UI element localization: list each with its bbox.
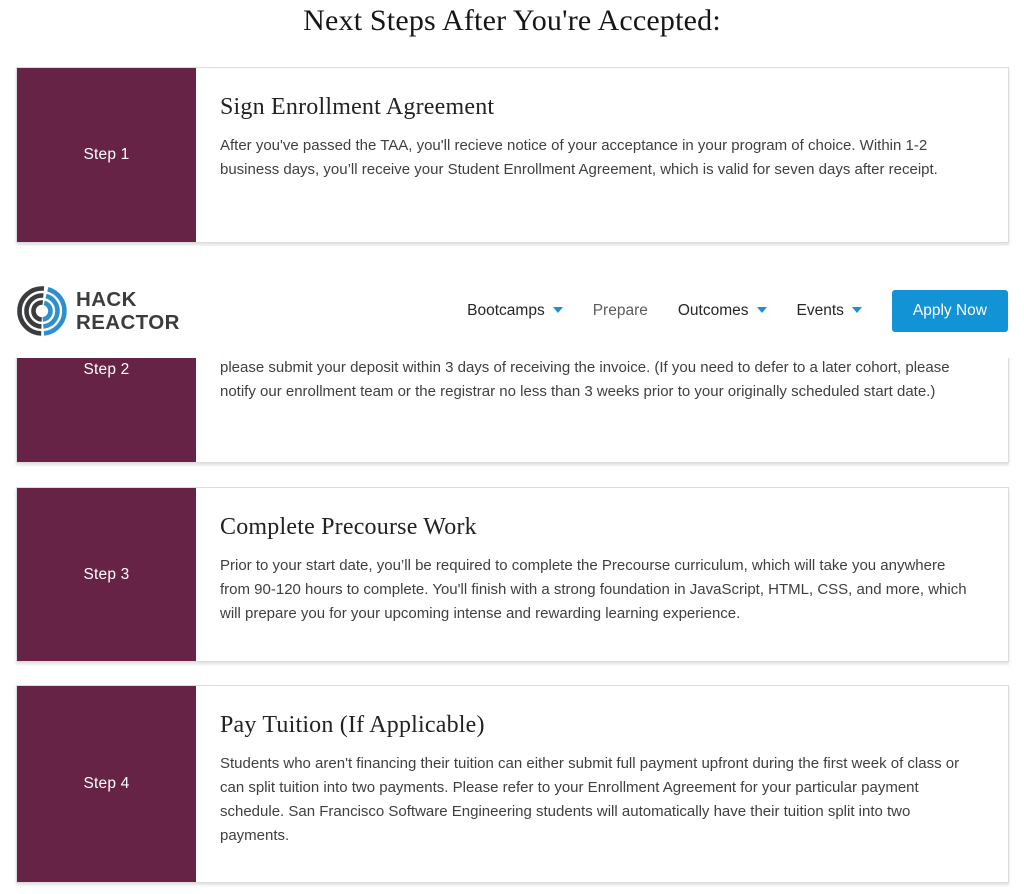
step-description: Prior to your start date, you’ll be required to complete the Precourse curriculum, which will take you anywhere from 90-120 hours to complete. You'll finish with a strong foundation in JavaScript, HTML, CSS, and more, which will prepare you for your upcoming intense and rewarding learning experience. bbox=[220, 557, 967, 622]
step-badge bbox=[17, 68, 196, 242]
nav-item-label: Prepare bbox=[592, 302, 648, 319]
step-label: Step 1 bbox=[83, 146, 130, 163]
nav-item-outcomes[interactable] bbox=[678, 302, 767, 320]
nav-item-events[interactable] bbox=[797, 302, 862, 320]
page-title: Next Steps After You're Accepted: bbox=[303, 4, 721, 37]
nav-item-label: Outcomes bbox=[677, 302, 749, 319]
wordmark-line-2: REACTOR bbox=[76, 311, 180, 334]
hack-reactor-wordmark bbox=[76, 288, 180, 334]
step-badge bbox=[17, 488, 196, 661]
site-header bbox=[0, 246, 1024, 358]
step-card-1 bbox=[16, 67, 1009, 243]
nav-item-bootcamps[interactable] bbox=[467, 302, 563, 320]
site-header-inner bbox=[16, 284, 1008, 338]
step-label: Step 3 bbox=[83, 565, 130, 583]
step-heading: Sign Enrollment Agreement bbox=[220, 94, 495, 120]
step-heading: Complete Precourse Work bbox=[220, 514, 477, 540]
step-card-content bbox=[196, 68, 1008, 242]
step-card-4 bbox=[16, 685, 1009, 883]
step-description: please submit your deposit within 3 days of receiving the invoice. (If you need to defer to a later cohort, please notify our enrollment team or the registrar no less than 3 weeks prior to your originally scheduled start date.) bbox=[220, 359, 950, 400]
chevron-down-icon bbox=[757, 307, 767, 313]
step-label: Step 4 bbox=[83, 775, 130, 792]
wordmark-line-1: HACK bbox=[76, 288, 137, 311]
step-badge bbox=[17, 686, 196, 882]
main-nav bbox=[467, 290, 1008, 332]
step-description: Students who aren't financing their tuition can either submit full payment upfront during the first week of class or can split tuition into two payments. Please refer to your Enrollment Agreement for your particular payment schedule. San Francisco Software Engineering students will automatically have their tuition split into two payments. bbox=[220, 755, 960, 844]
hack-reactor-logo-icon bbox=[16, 285, 68, 337]
step-heading: Pay Tuition (If Applicable) bbox=[220, 712, 485, 738]
chevron-down-icon bbox=[553, 307, 563, 313]
step-label: Step 2 bbox=[83, 361, 130, 378]
hack-reactor-logo[interactable] bbox=[16, 285, 180, 337]
step-card-content bbox=[196, 488, 1008, 661]
nav-item-label: Bootcamps bbox=[467, 302, 545, 319]
nav-item-label: Events bbox=[796, 302, 844, 319]
step-description: After you've passed the TAA, you'll recieve notice of your acceptance in your program of choice. Within 1-2 business days, you’ll receive your Student Enrollment Agreement, which is valid for seven days after receipt. bbox=[220, 137, 938, 178]
apply-now-button[interactable]: Apply Now bbox=[892, 290, 1008, 332]
step-card-3 bbox=[16, 487, 1009, 662]
step-card-content bbox=[196, 686, 1008, 882]
nav-item-prepare[interactable] bbox=[593, 302, 648, 320]
chevron-down-icon bbox=[852, 307, 862, 313]
